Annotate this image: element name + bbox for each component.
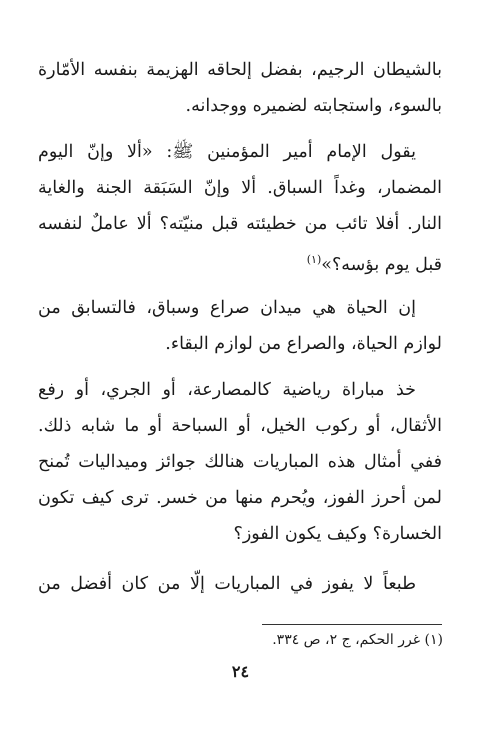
- paragraph-line-text: قبل يوم بؤسه؟»: [321, 254, 442, 275]
- page-number: ٢٤: [231, 662, 250, 681]
- paragraph-line: طبعاً لا يفوز في المباريات إلّا من كان أفضل من: [38, 574, 416, 594]
- paragraph-line: إن الحياة هي ميدان صراع وسباق، فالتسابق من: [38, 298, 416, 318]
- paragraph-line: لوازم الحياة، والصراع من لوازم البقاء.: [165, 334, 442, 354]
- paragraph-2: [38, 134, 442, 278]
- paragraph-line: الأثقال، أو ركوب الخيل، أو السباحة أو ما شابه ذلك.: [38, 416, 442, 436]
- paragraph-line: لمن أحرز الفوز، ويُحرم منها من خسر. ترى كيف تكون: [38, 488, 442, 508]
- paragraph-line: [38, 242, 442, 278]
- paragraph-line: يقول الإمام أمير المؤمنين ﷺ: «ألا وإنّ اليوم: [38, 142, 416, 162]
- paragraph-line: بالشيطان الرجيم، بفضل إلحاقه الهزيمة بنفسه الأمّارة: [38, 60, 442, 80]
- footnote-separator: [262, 624, 442, 625]
- footnote-marker: (١): [306, 253, 322, 266]
- paragraph-4: [38, 372, 442, 552]
- paragraph-3: [38, 290, 442, 362]
- paragraph-line: خذ مباراة رياضية كالمصارعة، أو الجري، أو رفع: [38, 380, 416, 400]
- paragraph-line: النار. أفلا تائب من خطيئته قبل منيّته؟ ألا عاملٌ لنفسه: [38, 214, 442, 234]
- footnote: (١) غرر الحكم، ج ٢، ص ٣٣٤.: [272, 632, 443, 648]
- paragraph-5: [38, 566, 442, 602]
- paragraph-line: بالسوء، واستجابته لضميره ووجدانه.: [185, 96, 442, 116]
- paragraph-1: [38, 52, 442, 124]
- paragraph-line: الخسارة؟ وكيف يكون الفوز؟: [233, 524, 442, 544]
- paragraph-line: ففي أمثال هذه المباريات هنالك جوائز وميداليات تُمنح: [38, 452, 442, 472]
- paragraph-line: المضمار، وغداً السباق. ألا وإنّ السَبَقة الجنة والغاية: [38, 178, 442, 198]
